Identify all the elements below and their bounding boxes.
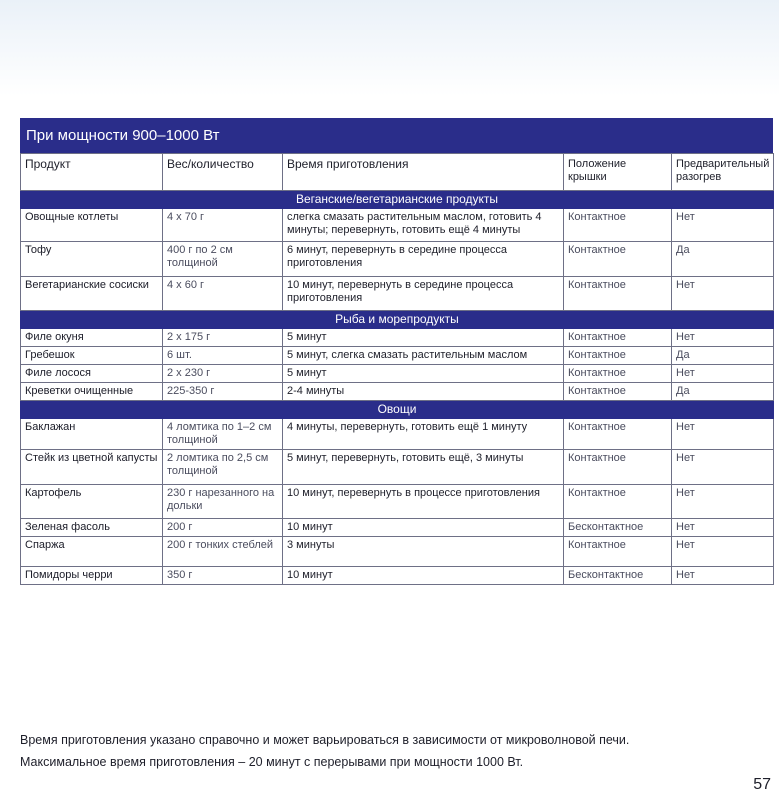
cell-time: 10 минут, перевернуть в середине процесса приготовления xyxy=(283,277,564,311)
table-row xyxy=(21,383,774,401)
cell-lid: Контактное xyxy=(564,277,672,311)
table-row xyxy=(21,450,774,485)
cell-preheat: Нет xyxy=(672,277,774,311)
cell-weight: 200 г xyxy=(163,519,283,537)
table-row xyxy=(21,347,774,365)
table-row xyxy=(21,365,774,383)
table-row xyxy=(21,329,774,347)
cell-time: 5 минут, перевернуть, готовить ещё, 3 минуты xyxy=(283,450,564,485)
cell-preheat: Нет xyxy=(672,419,774,450)
cell-product: Креветки очищенные xyxy=(21,383,163,401)
table-row xyxy=(21,537,774,567)
note-line-1: Время приготовления указано справочно и может варьироваться в зависимости от микроволновой печи. xyxy=(20,733,630,747)
cell-weight: 2 x 230 г xyxy=(163,365,283,383)
section-row xyxy=(21,191,774,209)
note-line-2: Максимальное время приготовления – 20 минут с перерывами при мощности 1000 Вт. xyxy=(20,755,524,769)
cell-product: Филе лосося xyxy=(21,365,163,383)
cell-time: 4 минуты, перевернуть, готовить ещё 1 минуту xyxy=(283,419,564,450)
table-row xyxy=(21,519,774,537)
header-weight: Вес/количество xyxy=(163,154,283,191)
header-time: Время приготовления xyxy=(283,154,564,191)
cell-weight: 200 г тонких стеблей xyxy=(163,537,283,567)
cell-preheat: Нет xyxy=(672,209,774,242)
cell-time: 6 минут, перевернуть в середине процесса приготовления xyxy=(283,242,564,277)
cell-time: слегка смазать растительным маслом, готовить 4 минуты; перевернуть, готовить ещё 4 минуты xyxy=(283,209,564,242)
cell-lid: Контактное xyxy=(564,242,672,277)
header-lid: Положение крышки xyxy=(564,154,672,191)
cell-weight: 4 x 60 г xyxy=(163,277,283,311)
cell-product: Филе окуня xyxy=(21,329,163,347)
table-row xyxy=(21,567,774,585)
cell-time: 10 минут xyxy=(283,519,564,537)
cell-product: Картофель xyxy=(21,485,163,519)
section-row xyxy=(21,311,774,329)
cell-preheat: Нет xyxy=(672,450,774,485)
cell-product: Зеленая фасоль xyxy=(21,519,163,537)
table-title: При мощности 900–1000 Вт xyxy=(20,118,773,153)
cell-product: Помидоры черри xyxy=(21,567,163,585)
section-title: Овощи xyxy=(21,401,774,419)
cell-lid: Контактное xyxy=(564,365,672,383)
header-preheat: Предварительный разогрев xyxy=(672,154,774,191)
table-row xyxy=(21,209,774,242)
cell-preheat: Нет xyxy=(672,485,774,519)
table-row xyxy=(21,242,774,277)
cell-lid: Контактное xyxy=(564,209,672,242)
cell-time: 3 минуты xyxy=(283,537,564,567)
header-product: Продукт xyxy=(21,154,163,191)
cell-time: 5 минут, слегка смазать растительным маслом xyxy=(283,347,564,365)
cell-preheat: Нет xyxy=(672,519,774,537)
cell-weight: 350 г xyxy=(163,567,283,585)
cell-lid: Контактное xyxy=(564,383,672,401)
cell-lid: Контактное xyxy=(564,450,672,485)
cell-lid: Бесконтактное xyxy=(564,567,672,585)
cell-weight: 2 ломтика по 2,5 см толщиной xyxy=(163,450,283,485)
cell-preheat: Нет xyxy=(672,365,774,383)
cell-product: Тофу xyxy=(21,242,163,277)
cell-time: 10 минут, перевернуть в процессе приготовления xyxy=(283,485,564,519)
section-title: Веганские/вегетарианские продукты xyxy=(21,191,774,209)
cell-time: 10 минут xyxy=(283,567,564,585)
header-row xyxy=(21,154,774,191)
cell-lid: Контактное xyxy=(564,485,672,519)
cell-preheat: Да xyxy=(672,242,774,277)
cell-time: 2-4 минуты xyxy=(283,383,564,401)
cell-preheat: Нет xyxy=(672,567,774,585)
cell-preheat: Да xyxy=(672,347,774,365)
cell-preheat: Да xyxy=(672,383,774,401)
cell-weight: 225-350 г xyxy=(163,383,283,401)
section-title: Рыба и морепродукты xyxy=(21,311,774,329)
cell-time: 5 минут xyxy=(283,329,564,347)
page-number: 57 xyxy=(753,776,771,793)
cell-lid: Контактное xyxy=(564,537,672,567)
table-row xyxy=(21,419,774,450)
cell-lid: Контактное xyxy=(564,347,672,365)
cell-product: Овощные котлеты xyxy=(21,209,163,242)
cooking-times-table xyxy=(20,153,774,585)
table-row xyxy=(21,277,774,311)
cell-product: Вегетарианские сосиски xyxy=(21,277,163,311)
cell-product: Спаржа xyxy=(21,537,163,567)
table-body xyxy=(21,191,774,585)
cell-weight: 400 г по 2 см толщиной xyxy=(163,242,283,277)
cell-weight: 4 ломтика по 1–2 см толщиной xyxy=(163,419,283,450)
cell-weight: 2 x 175 г xyxy=(163,329,283,347)
cell-preheat: Нет xyxy=(672,329,774,347)
cell-weight: 6 шт. xyxy=(163,347,283,365)
cell-lid: Контактное xyxy=(564,329,672,347)
table-row xyxy=(21,485,774,519)
cell-time: 5 минут xyxy=(283,365,564,383)
cell-weight: 230 г нарезанного на дольки xyxy=(163,485,283,519)
cell-product: Баклажан xyxy=(21,419,163,450)
cell-product: Стейк из цветной капусты xyxy=(21,450,163,485)
cell-product: Гребешок xyxy=(21,347,163,365)
cell-preheat: Нет xyxy=(672,537,774,567)
cell-weight: 4 x 70 г xyxy=(163,209,283,242)
cooking-table xyxy=(20,118,773,585)
cell-lid: Контактное xyxy=(564,419,672,450)
section-row xyxy=(21,401,774,419)
cell-lid: Бесконтактное xyxy=(564,519,672,537)
